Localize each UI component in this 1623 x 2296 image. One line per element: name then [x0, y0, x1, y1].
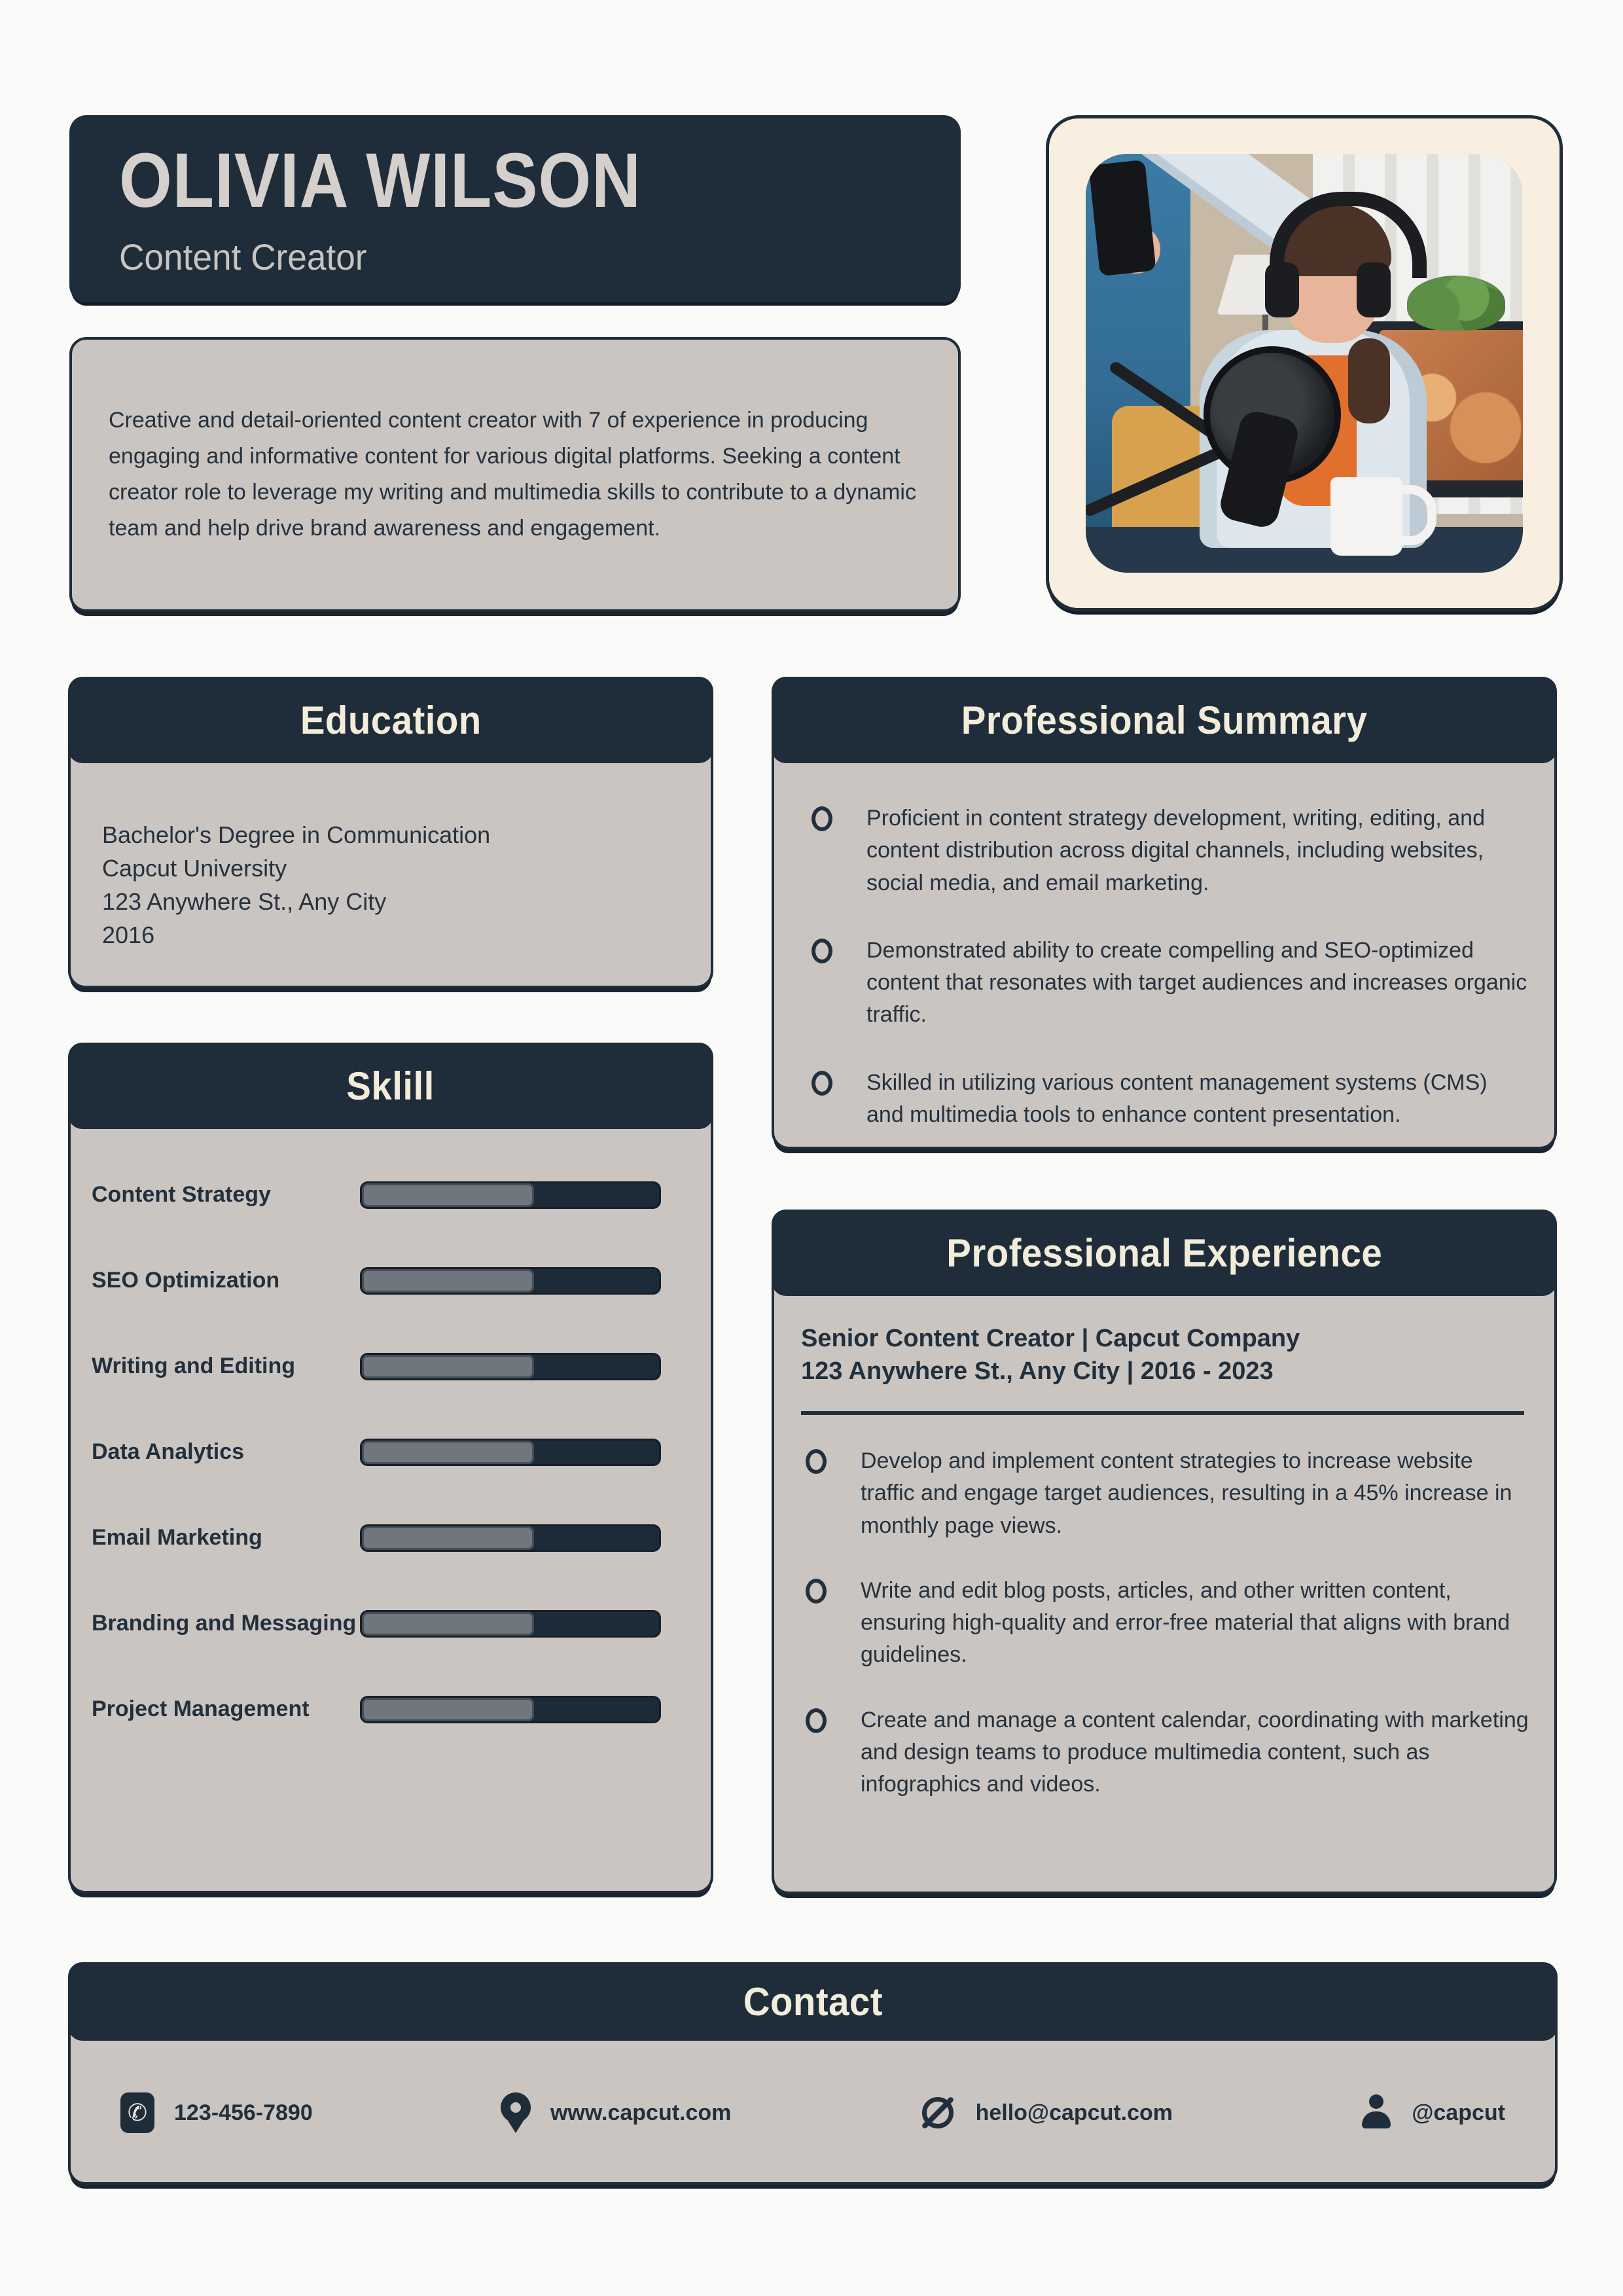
bullet-text: Proficient in content strategy development, writing, editing, and content distribution across digital channels, including websites, social media, and email marketing. [866, 806, 1485, 895]
education-year: 2016 [102, 922, 155, 949]
bullet-circle-icon [806, 1579, 827, 1604]
skill-row [92, 1323, 666, 1409]
header-card [69, 115, 961, 302]
contact-card [68, 1962, 1558, 2185]
education-details [102, 818, 490, 952]
skill-label: Branding and Messaging [92, 1611, 357, 1636]
bullet-circle-icon [812, 939, 832, 963]
photo-headphone-cup-right [1357, 262, 1391, 317]
person-job-title: Content Creator [119, 236, 367, 278]
skill-bar [360, 1353, 661, 1380]
bullet-circle-icon [806, 1708, 827, 1733]
skill-bar-fill [362, 1269, 534, 1293]
skill-row [92, 1409, 666, 1495]
photo-headphone-cup-left [1265, 262, 1299, 317]
education-address: 123 Anywhere St., Any City [102, 888, 387, 916]
skill-row [92, 1581, 666, 1666]
education-degree: Bachelor's Degree in Communication [102, 821, 491, 848]
contact-header [68, 1962, 1558, 2041]
skill-label: Email Marketing [92, 1525, 262, 1550]
experience-meta-line: 123 Anywhere St., Any City | 2016 - 2023 [801, 1357, 1274, 1386]
education-header [68, 677, 713, 763]
education-school: Capcut University [102, 855, 287, 882]
experience-header [772, 1210, 1557, 1296]
skill-label: SEO Optimization [92, 1268, 280, 1293]
experience-card [772, 1210, 1557, 1894]
list-item [812, 935, 1527, 1031]
person-name: OLIVIA WILSON [119, 137, 641, 224]
bullet-text: Skilled in utilizing various content management systems (CMS) and multimedia tools to enhance content presentation. [866, 1069, 1488, 1128]
skills-heading: Sklill [346, 1064, 435, 1108]
skill-label: Content Strategy [92, 1182, 271, 1207]
list-item [806, 1575, 1531, 1672]
professional-summary-card [772, 677, 1557, 1149]
profile-photo-illustration [1086, 154, 1523, 573]
skill-bar-fill [362, 1183, 534, 1207]
contact-item-social [1361, 2094, 1505, 2131]
photo-frame [1046, 115, 1563, 611]
objective-summary-text: Creative and detail-oriented content creator with 7 of experience in producing engaging and informative content for various digital platforms. Seeking a content creator role to leverage my writing and multimedia skills to contribute to a dynamic team and help drive brand awareness and engagement. [109, 407, 916, 541]
skill-bar-fill [362, 1612, 534, 1636]
bullet-circle-icon [806, 1449, 827, 1474]
experience-heading: Professional Experience [946, 1230, 1382, 1275]
contact-email-text: hello@capcut.com [975, 2100, 1173, 2125]
user-icon [1361, 2094, 1392, 2131]
photo-hair-strand [1348, 338, 1390, 423]
skill-bar-fill [362, 1698, 534, 1721]
skill-row [92, 1666, 666, 1752]
professional-summary-heading: Professional Summary [961, 698, 1368, 742]
experience-role-block [801, 1322, 1300, 1388]
bullet-text: Write and edit blog posts, articles, and other written content, ensuring high-quality and error-free material that aligns with brand guidelines. [861, 1577, 1510, 1668]
list-item [806, 1445, 1531, 1542]
professional-summary-list [812, 802, 1527, 1131]
contact-phone-text: 123-456-7890 [174, 2100, 313, 2125]
photo-plant [1407, 276, 1505, 331]
divider [801, 1411, 1524, 1415]
skill-row [92, 1238, 666, 1323]
bullet-circle-icon [812, 806, 832, 831]
bullet-text: Demonstrated ability to create compelling and SEO-optimized content that resonates with target audiences and increases organic traffic. [866, 937, 1527, 1028]
skill-label: Project Management [92, 1696, 310, 1721]
objective-summary-body [69, 337, 961, 612]
experience-role-line: Senior Content Creator | Capcut Company [801, 1325, 1300, 1352]
photo-mug [1330, 477, 1402, 556]
link-icon [919, 2094, 956, 2131]
professional-summary-header [772, 677, 1557, 763]
skill-bar [360, 1696, 661, 1723]
skills-card [68, 1043, 713, 1893]
skill-bar [360, 1267, 661, 1295]
bullet-text: Develop and implement content strategies to increase website traffic and engage target audiences, resulting in a 45% increase in monthly page views. [861, 1448, 1512, 1538]
contact-items [120, 2041, 1505, 2185]
photo-smartphone [1089, 160, 1156, 276]
education-heading: Education [300, 698, 482, 742]
skill-row [92, 1495, 666, 1581]
skills-header [68, 1043, 713, 1129]
skill-bar-fill [362, 1355, 534, 1378]
contact-item-phone [120, 2092, 313, 2133]
skill-label: Data Analytics [92, 1439, 245, 1464]
skill-bar-fill [362, 1441, 534, 1464]
contact-item-website [501, 2092, 731, 2133]
education-card [68, 677, 713, 988]
objective-summary-card [69, 337, 961, 612]
list-item [806, 1704, 1531, 1801]
skill-bar [360, 1181, 661, 1209]
bullet-text: Create and manage a content calendar, coordinating with marketing and design teams to produce multimedia content, such as infographics and videos. [861, 1707, 1529, 1797]
list-item [812, 802, 1527, 899]
contact-item-email [919, 2094, 1173, 2131]
skill-row [92, 1152, 666, 1238]
skill-bar [360, 1610, 661, 1638]
skills-list [92, 1152, 666, 1752]
skill-label: Writing and Editing [92, 1354, 295, 1378]
phone-icon: ✆ [120, 2092, 154, 2133]
location-pin-icon [501, 2092, 531, 2133]
contact-website-text: www.capcut.com [550, 2100, 732, 2125]
skill-bar [360, 1524, 661, 1552]
skill-bar [360, 1439, 661, 1466]
bullet-circle-icon [812, 1071, 832, 1096]
contact-heading: Contact [743, 1979, 883, 2024]
list-item [812, 1067, 1527, 1132]
experience-list [806, 1445, 1531, 1801]
skill-bar-fill [362, 1526, 534, 1550]
contact-social-text: @capcut [1412, 2100, 1505, 2125]
